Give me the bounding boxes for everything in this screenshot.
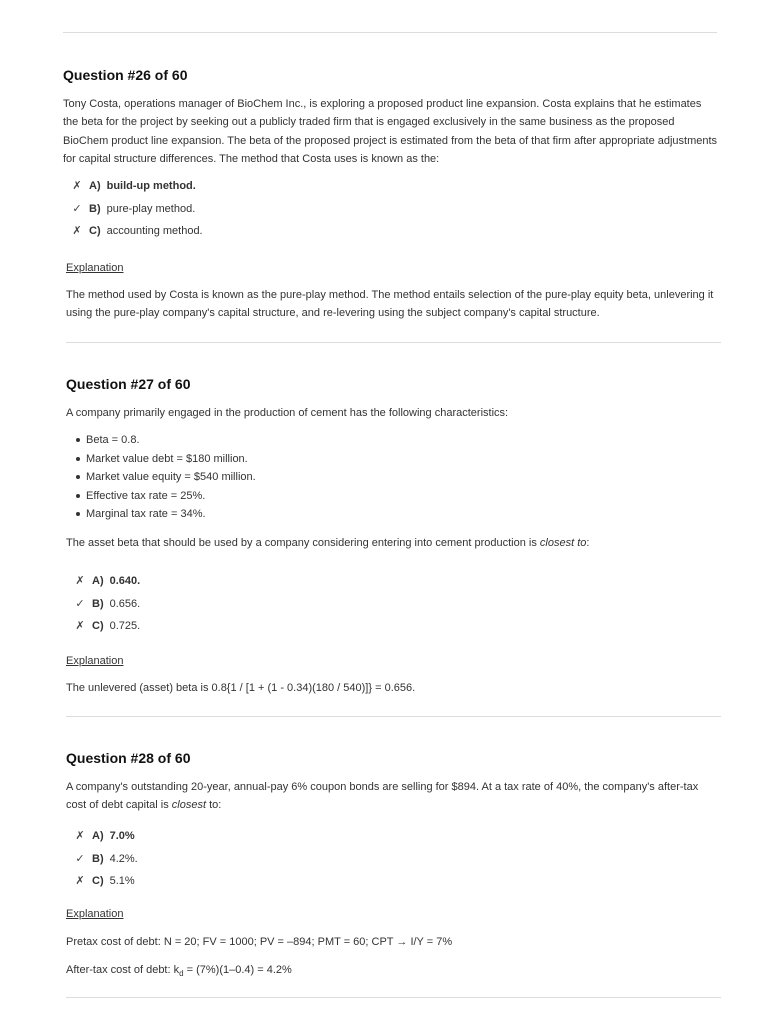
check-mark-icon: ✓: [72, 201, 82, 215]
x-mark-icon: ✗: [75, 619, 85, 632]
explanation-text: The method used by Costa is known as the pure-play method. The method entails selection of the pure-play equity beta, unlevering it using the pure-play company's capital structure, and re-levering using the subject company's capital structure.: [66, 289, 714, 320]
answer-letter: A): [89, 180, 101, 193]
x-mark-icon: ✗: [75, 874, 85, 887]
list-item: Effective tax rate = 25%.: [66, 487, 721, 506]
answer-text: 4.2%.: [109, 852, 138, 865]
bullet-icon: [76, 494, 80, 498]
bullet-icon: [76, 475, 80, 479]
explanation-label: Explanation: [66, 908, 124, 920]
explanation-label: Explanation: [66, 655, 124, 667]
answer-letter: A): [92, 575, 104, 587]
answer-text: build-up method.: [106, 180, 196, 193]
answer-option-a[interactable]: [74, 570, 140, 593]
bullet-icon: [76, 438, 80, 442]
list-item: Market value equity = $540 million.: [66, 468, 721, 487]
emphasis: closest: [171, 799, 207, 812]
subscript: d: [179, 969, 184, 979]
answer-letter: C): [92, 875, 104, 887]
answer-letter: B): [89, 202, 101, 215]
bullet-icon: [76, 512, 80, 516]
x-mark-icon: ✗: [75, 829, 85, 842]
characteristics-list: [66, 431, 721, 524]
answer-option-a[interactable]: [74, 825, 138, 848]
answer-option-b[interactable]: [74, 593, 140, 616]
question-intro: A company primarily engaged in the production of cement has the following characteristics:: [66, 407, 509, 419]
question-text: A company's outstanding 20-year, annual-pay 6% coupon bonds are selling for $894. At a tax rate of 40%, the company's after-tax cost of debt capital is closest to:: [66, 781, 699, 812]
question-title: Question #28 of 60: [66, 750, 191, 766]
answer-option-b[interactable]: [71, 198, 718, 221]
question-text: Tony Costa, operations manager of BioChem Inc., is exploring a proposed product line expansion. Costa explains that he estimates the beta for the project by seeking out a publicly traded firm that is engaged exclusively in the same business as the proposed BioChem product line expansion. The beta of the proposed project is estimated from the beta of that firm after appropriate adjustments for capital structure differences. The method that Costa uses is known as the:: [63, 98, 718, 165]
answer-option-a[interactable]: [71, 175, 718, 198]
answer-option-b[interactable]: [74, 848, 138, 871]
answer-list: [71, 175, 718, 243]
answer-text: 7.0%: [109, 830, 135, 842]
divider: [66, 342, 721, 343]
question-27: [66, 375, 721, 524]
answer-option-c[interactable]: [74, 870, 138, 893]
answer-text: pure-play method.: [106, 202, 196, 215]
answer-option-c[interactable]: [71, 220, 718, 243]
answer-text: 0.725.: [109, 620, 141, 632]
answer-letter: B): [92, 597, 104, 610]
answer-text: 0.640.: [109, 575, 141, 587]
divider: [66, 716, 721, 717]
question-title: Question #27 of 60: [66, 376, 191, 392]
answer-letter: C): [89, 225, 101, 238]
list-item: Market value debt = $180 million.: [66, 450, 721, 469]
answer-list: [74, 825, 138, 893]
list-item: Marginal tax rate = 34%.: [66, 505, 721, 524]
divider-top: [63, 32, 717, 33]
answer-option-c[interactable]: [74, 615, 140, 638]
x-mark-icon: ✗: [72, 179, 82, 193]
check-mark-icon: ✓: [75, 851, 85, 865]
answer-text: 0.656.: [109, 597, 141, 610]
question-title: Question #26 of 60: [63, 67, 188, 83]
question-28: [66, 749, 721, 815]
x-mark-icon: ✗: [72, 224, 82, 238]
answer-text: 5.1%: [109, 875, 135, 887]
explanation-label: Explanation: [66, 262, 124, 274]
answer-list: [74, 570, 140, 638]
emphasis: closest to: [539, 537, 587, 549]
question-text: The asset beta that should be used by a company considering entering into cement production is closest to:: [66, 537, 590, 549]
answer-text: accounting method.: [106, 225, 203, 238]
question-26: [63, 66, 718, 243]
explanation-line-1: Pretax cost of debt: N = 20; FV = 1000; PV = –894; PMT = 60; CPT → I/Y = 7%: [66, 936, 453, 948]
answer-letter: A): [92, 830, 104, 842]
divider-bottom: [66, 997, 721, 998]
x-mark-icon: ✗: [75, 574, 85, 587]
answer-letter: C): [92, 620, 104, 632]
answer-letter: B): [92, 852, 104, 865]
bullet-icon: [76, 457, 80, 461]
explanation-text: The unlevered (asset) beta is 0.8{1 / [1 + (1 - 0.34)(180 / 540)]} = 0.656.: [66, 682, 416, 694]
explanation-line-2: After-tax cost of debt: $k_d = (7\%)(1-0.4) = 4.2\%$: [66, 964, 292, 979]
check-mark-icon: ✓: [75, 596, 85, 610]
list-item: Beta = 0.8.: [66, 431, 721, 450]
